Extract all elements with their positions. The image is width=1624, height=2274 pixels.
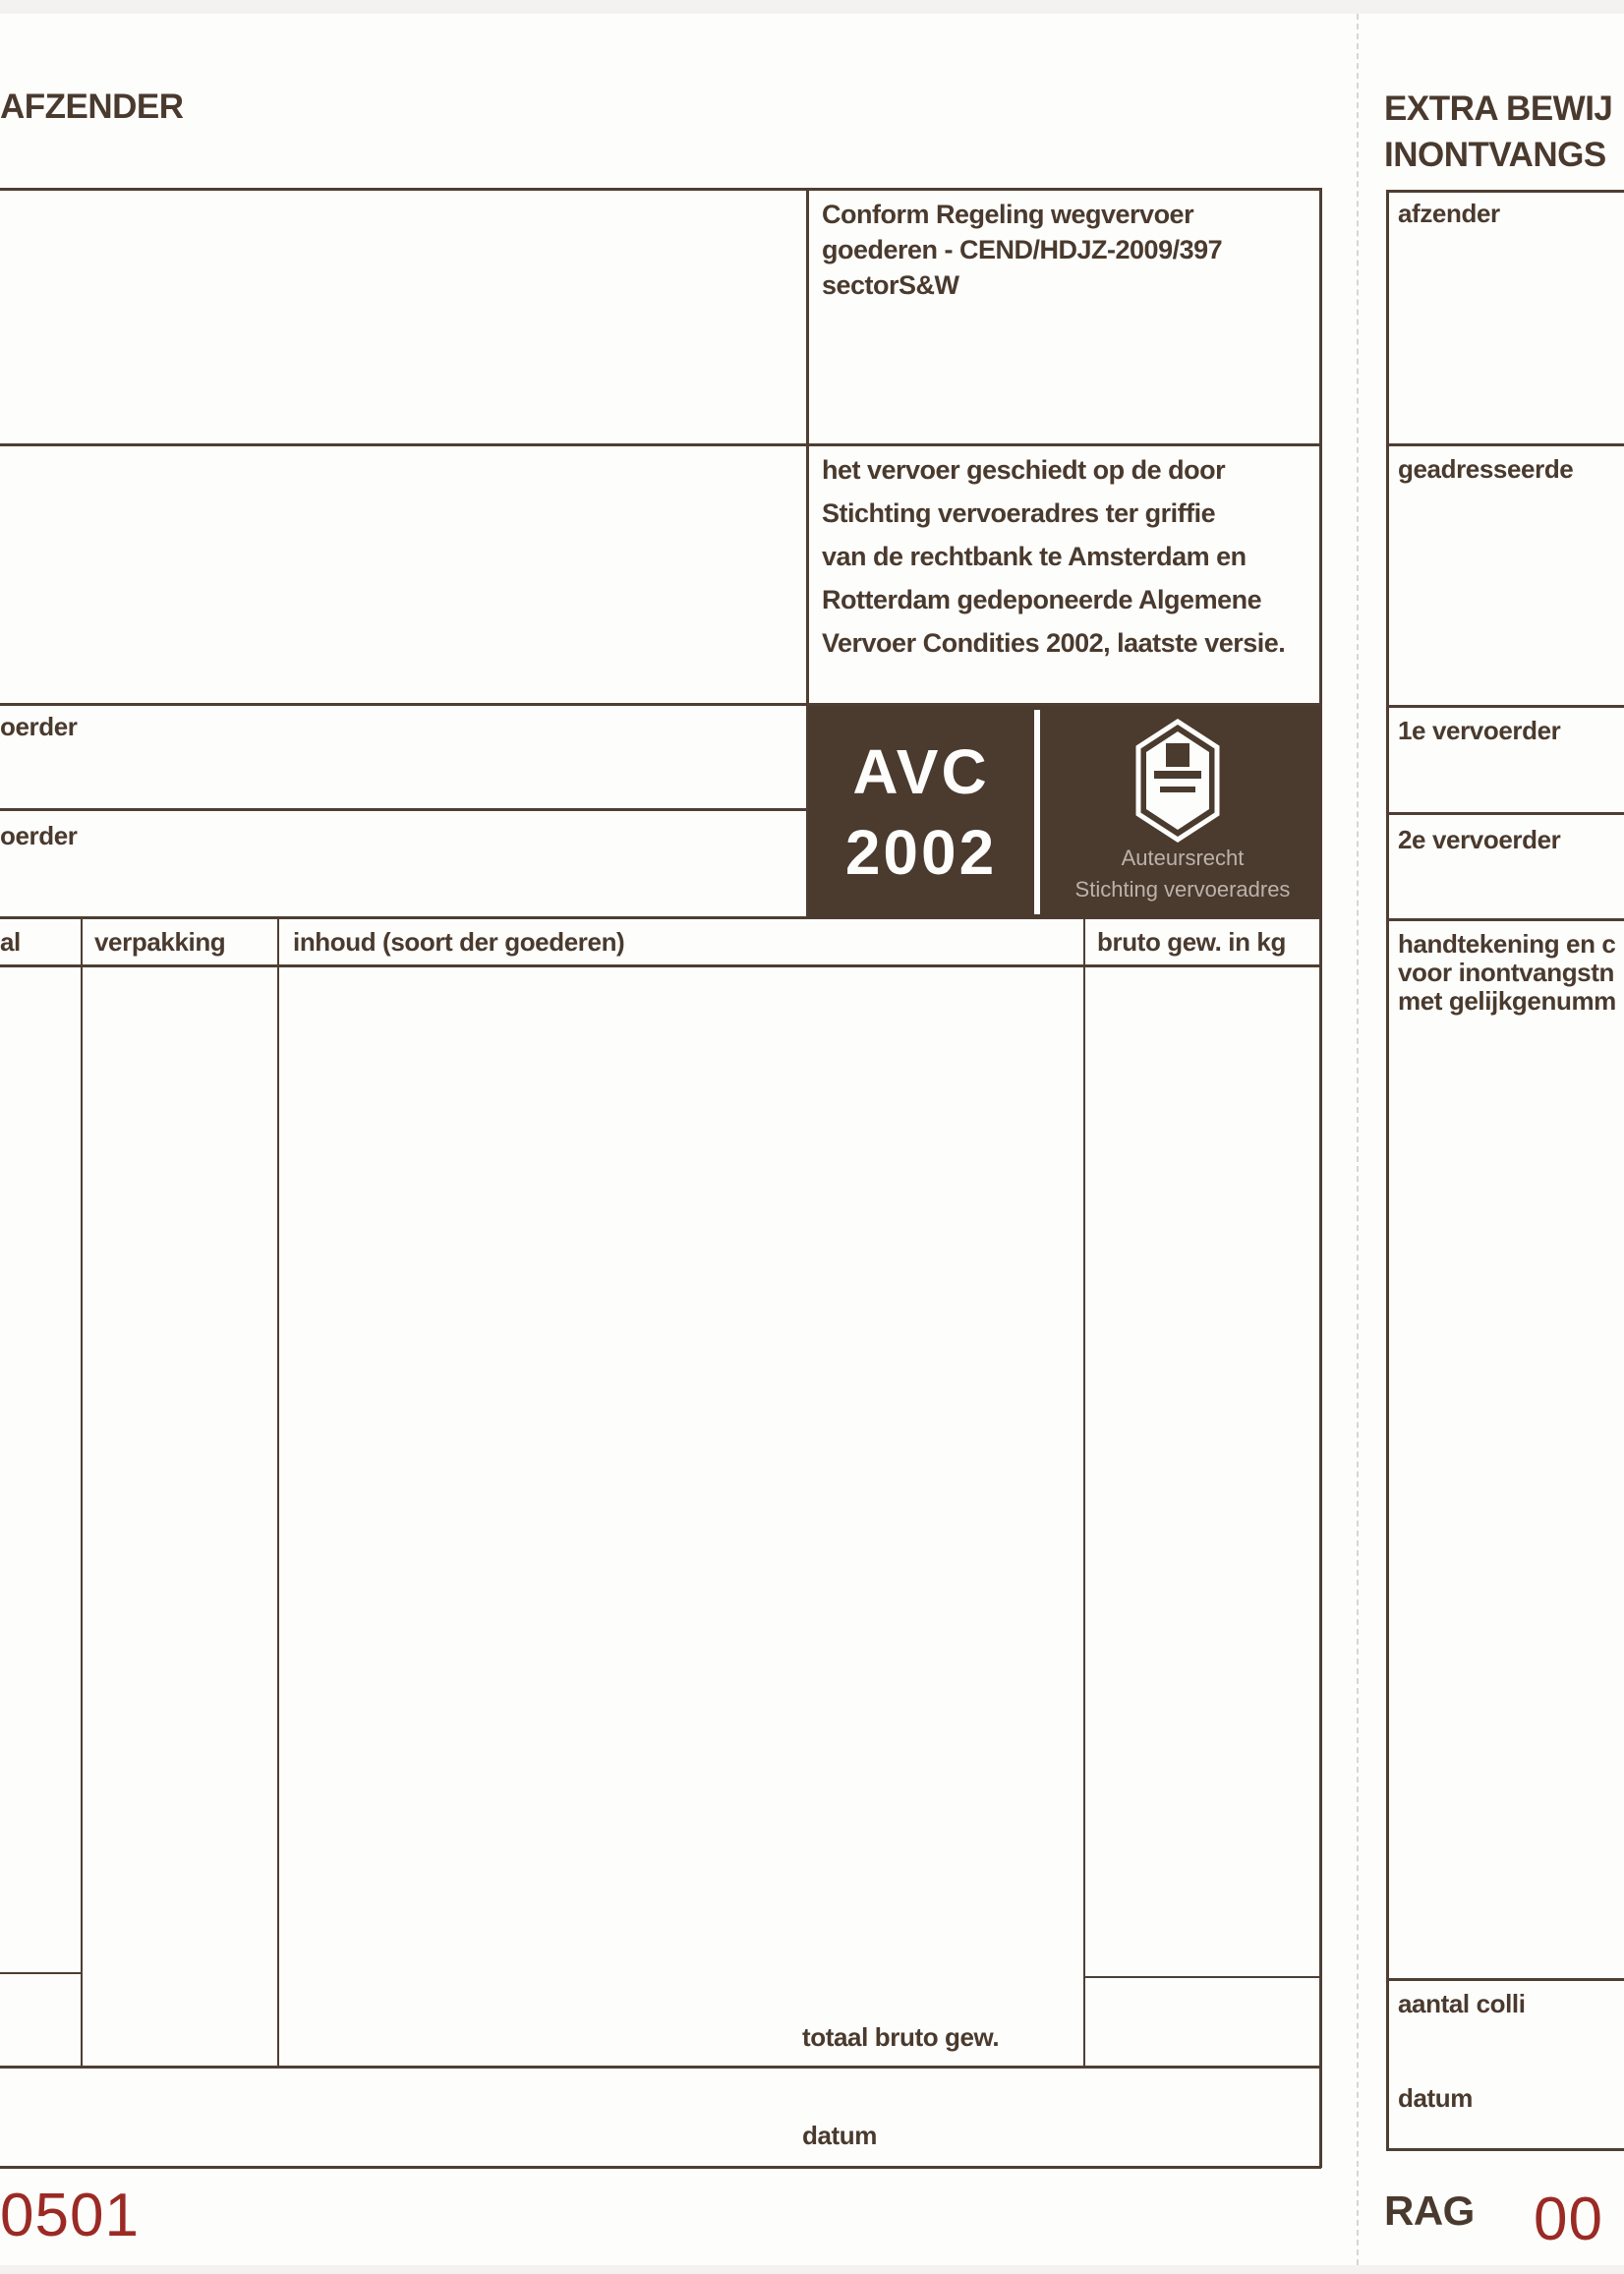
regulation-note-line: goederen - CEND/HDJZ-2009/397 (822, 235, 1223, 264)
second-carrier-label: oerder (0, 821, 78, 850)
conditions-note-line: het vervoer geschiedt op de door (822, 455, 1226, 485)
conditions-note-line: Rotterdam gedeponeerde Algemene (822, 585, 1262, 614)
regulation-note-line: Conform Regeling wegvervoer (822, 200, 1194, 229)
conditions-note-line: van de rechtbank te Amsterdam en (822, 542, 1247, 571)
copyright-line-2: Stichting vervoeradres (1074, 877, 1291, 902)
stub-row-line-5 (1386, 1978, 1624, 1981)
first-carrier-label: oerder (0, 712, 78, 741)
regulation-note (822, 197, 1222, 303)
column-header-gross-weight: bruto gew. in kg (1097, 927, 1286, 957)
waybill-sheet (0, 14, 1624, 2265)
conditions-note-line: Stichting vervoeradres ter griffie (822, 498, 1216, 528)
total-gross-weight-label: totaal bruto gew. (802, 2022, 1000, 2052)
total-row-line-left (0, 1972, 83, 1974)
column-header-packaging: verpakking (94, 927, 226, 957)
conditions-note (822, 448, 1285, 665)
regulation-note-line: sectorS&W (822, 270, 959, 300)
goods-bottom-line (0, 2066, 1321, 2069)
column-header-quantity: al (0, 927, 21, 957)
stub-date-label: datum (1398, 2083, 1474, 2113)
stub-sender-label: afzender (1398, 199, 1500, 228)
stub-packages-label: aantal colli (1398, 1989, 1526, 2018)
stub-row-line-4 (1386, 918, 1624, 921)
column-header-contents: inhoud (soort der goederen) (293, 927, 625, 957)
stub-heading-line-1: EXTRA BEWIJ (1384, 89, 1613, 128)
stub-second-carrier-label: 2e vervoerder (1398, 825, 1561, 854)
perforation-line (1357, 14, 1359, 2265)
stub-signature-label-3: met gelijkgenumm (1398, 986, 1616, 1016)
col-divider-2 (277, 918, 279, 2067)
stub-signature-label-1: handtekening en c (1398, 929, 1616, 959)
frame-right (1319, 188, 1322, 2168)
stub-heading-line-2: INONTVANGS (1384, 136, 1606, 174)
frame-bottom (0, 2166, 1321, 2169)
avc-year: 2002 (844, 817, 998, 888)
serial-number: 0501 (0, 2182, 140, 2249)
date-label: datum (802, 2121, 878, 2150)
stub-row-line-2 (1386, 705, 1624, 708)
avc-label: AVC (852, 736, 990, 807)
stub-row-line-1 (1386, 443, 1624, 446)
stub-row-line-3 (1386, 812, 1624, 815)
stub-frame-bottom (1386, 2148, 1624, 2151)
col-divider-1 (81, 918, 83, 2067)
col-divider-3 (1083, 918, 1085, 2067)
vervoer-adres-seal-icon (1132, 718, 1223, 844)
stub-signature-label-2: voor inontvangstn (1398, 958, 1614, 987)
stub-frame-left (1386, 190, 1389, 2150)
stub-addressee-label: geadresseerde (1398, 454, 1574, 484)
total-row-line-right (1085, 1976, 1321, 1978)
stub-first-carrier-label: 1e vervoerder (1398, 716, 1561, 745)
stub-serial-number: 00 (1534, 2186, 1603, 2253)
row-line-1 (0, 443, 1321, 446)
avc-divider (1034, 710, 1040, 914)
avc-2002-badge (808, 706, 1321, 918)
conditions-note-line: Vervoer Condities 2002, laatste versie. (822, 628, 1286, 658)
stub-frame-top (1386, 190, 1624, 193)
stub-code: RAG (1384, 2187, 1475, 2234)
frame-top (0, 188, 1321, 191)
sender-heading: AFZENDER (0, 87, 184, 126)
copyright-line-1: Auteursrecht (1121, 845, 1245, 870)
row-line-3 (0, 808, 808, 811)
header-row-line (0, 964, 1321, 967)
